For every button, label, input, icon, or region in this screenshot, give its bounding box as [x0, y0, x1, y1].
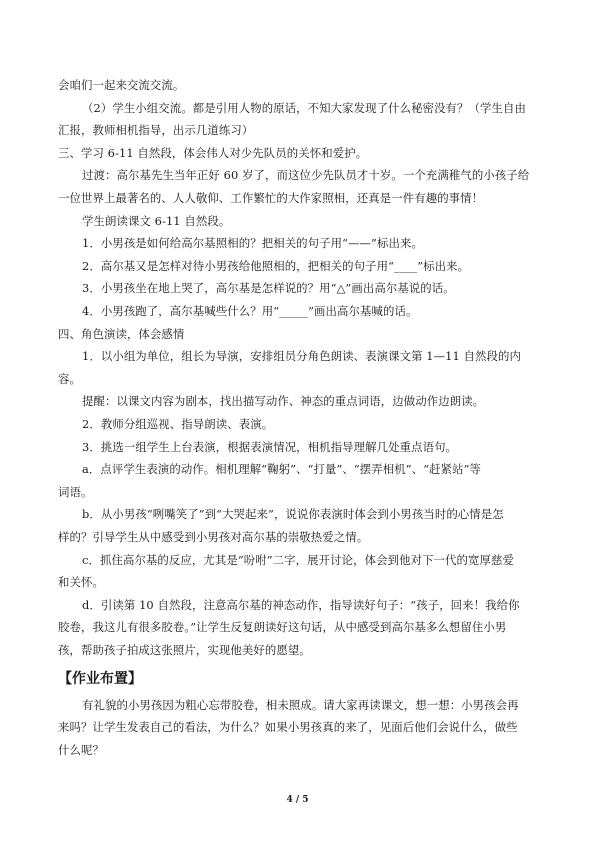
exercise-item: 2．高尔基又是怎样对待小男孩给他照相的，把相关的句子用“____”标出来。: [82, 258, 470, 273]
body-line: 胶卷，我这儿有很多胶卷。”让学生反复朗读好这句话，从中感受到高尔基多么想留住小男: [58, 620, 507, 635]
body-line: 一位世界上最著名的、人人敬仰、工作繁忙的大作家照相，还真是一件有趣的事情！: [58, 191, 484, 205]
body-line: （2）学生小组交流。都是引用人物的原话，不知大家发现了什么秘密没有？（学生自由: [82, 100, 526, 115]
body-line: 提醒：以课文内容为剧本，找出描写动作、神态的重点词语，边做动作边朗读。: [82, 394, 485, 409]
body-line: 容。: [58, 371, 81, 386]
homework-heading: 【作业布置】: [58, 670, 142, 687]
body-line: 孩，帮助孩子拍成这张照片，实现他美好的愿望。: [58, 643, 311, 657]
body-line: 1．以小组为单位，组长为导演，安排组员分角色朗读、表演课文第 1—11 自然段的内: [82, 349, 522, 364]
body-line: 3．挑选一组学生上台表演，根据表演情况，相机指导理解几处重点语句。: [82, 439, 458, 454]
exercise-item: 4．小男孩跑了，高尔基喊些什么？用“_____”画出高尔基喊的话。: [82, 304, 418, 318]
section-heading-4: 四、角色演读，体会感情: [58, 326, 185, 341]
page-number: 4 / 5: [286, 795, 309, 805]
body-line: b．从小男孩“咧嘴笑了”到“大哭起来”，说说你表演时体会到小男孩当时的心情是怎: [82, 507, 504, 522]
body-line: a．点评学生表演的动作。相机理解“鞠躬”、“打量”、“摆弄相机”、“赶紧站”等: [82, 462, 481, 477]
body-line: 2．教师分组巡视、指导朗读、表演。: [82, 417, 274, 431]
body-line: 词语。: [58, 484, 93, 499]
body-line: 过渡：高尔基先生当年正好 60 岁了，而这位少先队员才十岁。一个充满稚气的小孩子给: [82, 168, 530, 183]
homework-line: 有礼貌的小男孩因为粗心忘带胶卷，相未照成。请大家再读课文，想一想：小男孩会再: [82, 697, 519, 712]
body-line: 会咱们一起来交流交流。: [58, 78, 185, 92]
body-line: d．引读第 10 自然段，注意高尔基的神态动作，指导读好句子：“孩子，回来！我给你: [82, 597, 520, 612]
body-line: 样的？引导学生从中感受到小男孩对高尔基的崇敬热爱之情。: [58, 530, 369, 544]
body-line: c．抓住高尔基的反应，尤其是“吩咐”二字，展开讨论，体会到他对下一代的宽厚慈爱: [82, 552, 514, 567]
body-line: 和关怀。: [58, 575, 104, 590]
body-line: 学生朗读课文 6-11 自然段。: [82, 213, 231, 228]
exercise-item: 3．小男孩坐在地上哭了，高尔基是怎样说的？用“△”画出高尔基说的话。: [82, 281, 455, 296]
homework-line: 什么呢？: [58, 742, 104, 757]
exercise-item: 1．小男孩是如何给高尔基照相的？把相关的句子用“——”标出来。: [82, 236, 423, 251]
homework-line: 来吗？让学生发表自己的看法，为什么？如果小男孩真的来了，见面后他们会说什么，做些: [58, 720, 518, 735]
body-line: 汇报，教师相机指导，出示几道练习）: [58, 123, 254, 138]
section-heading-3: 三、学习 6-11 自然段，体会伟人对少先队员的关怀和爱护。: [58, 145, 368, 160]
